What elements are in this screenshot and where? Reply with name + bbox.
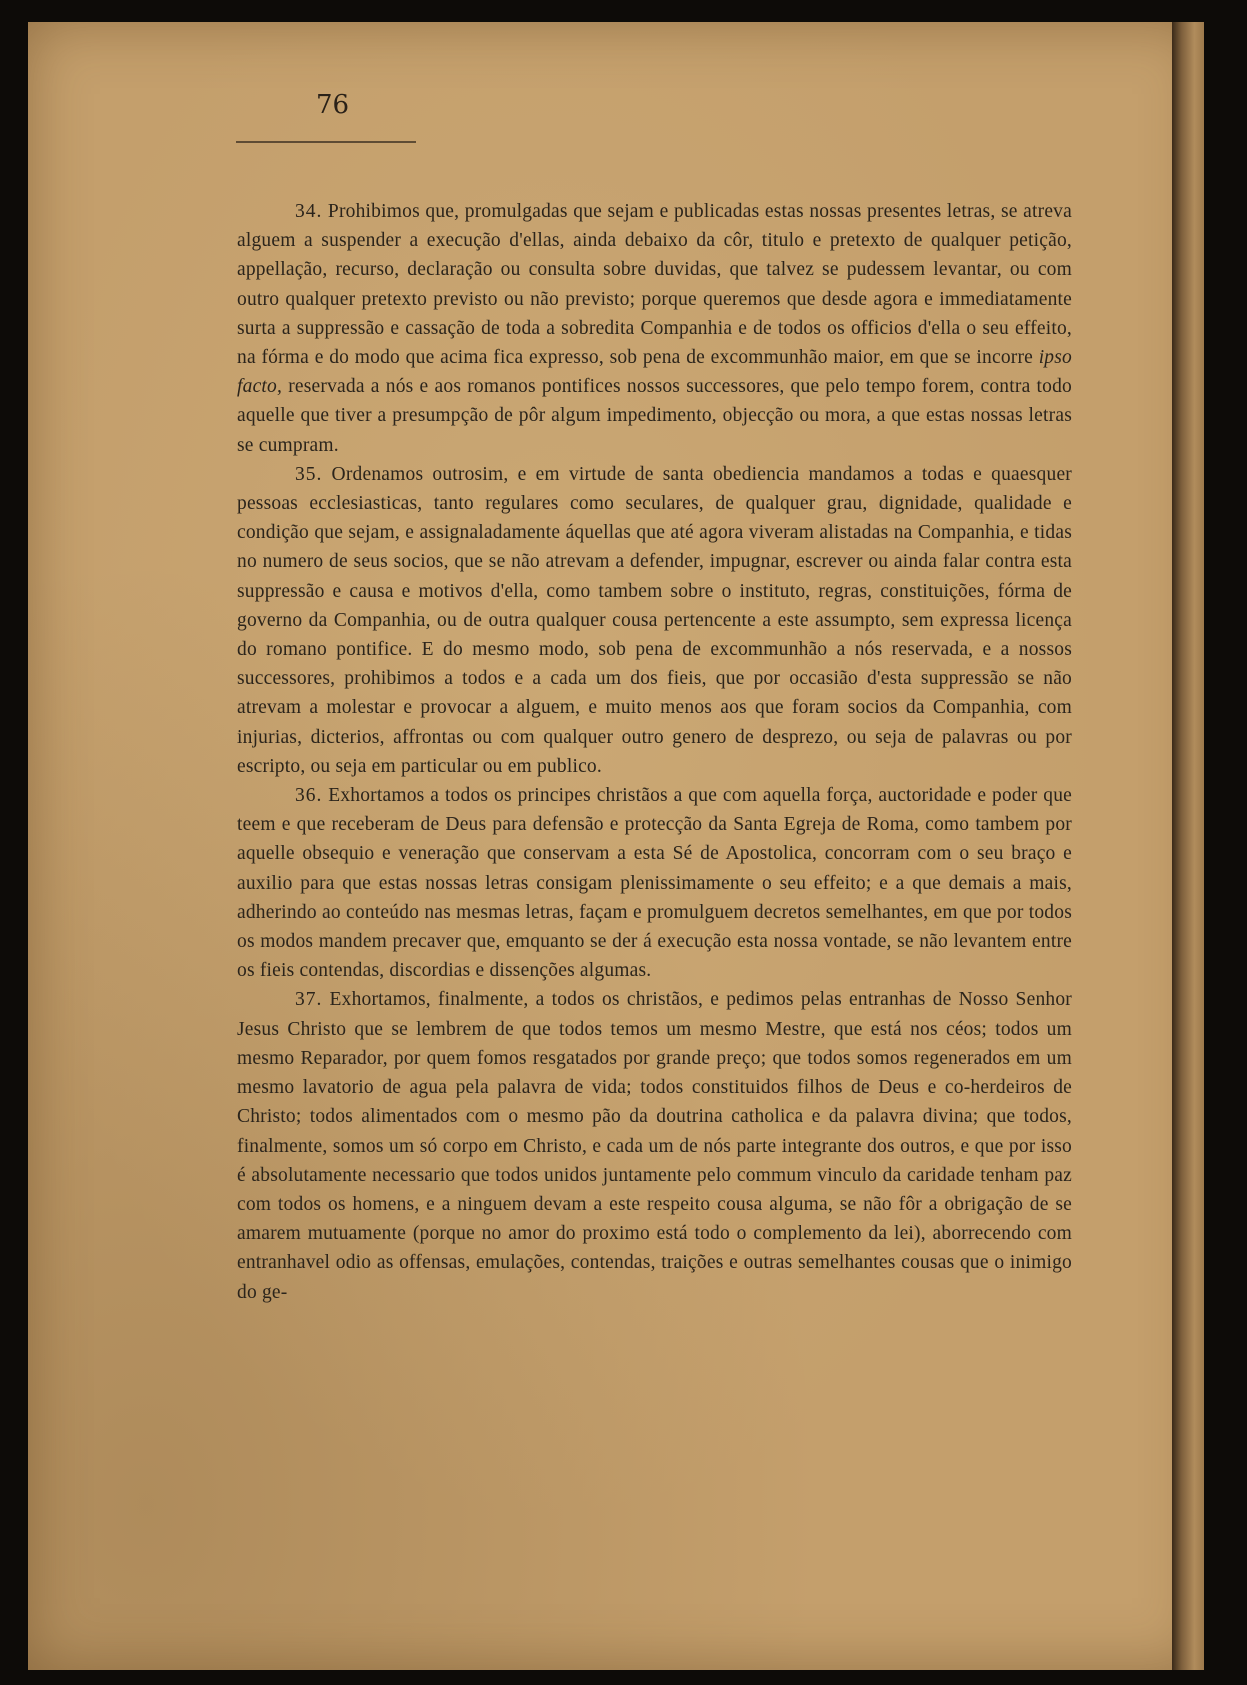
paragraph-text: Exhortamos, finalmente, a todos os christãos, e pedimos pelas entranhas de Nosso Senhor Jesus Christo que se lembrem de que todos temos um mesmo Mestre, que está nos céos; todos um mesmo Reparador, por quem fomos resgatados por grande preço; que todos somos regenerados em um mesmo lavatorio de agua pela palavra de vida; todos constituidos filhos de Deus e co-herdeiros de Christo; todos alimentados com o mesmo pão da doutrina catholica e da palavra divina; que todos, finalmente, somos um só corpo em Christo, e cada um de nós parte integrante dos outros, e que por isso é absolutamente necessario que todos unidos juntamente pelo commum vinculo da caridade tenham paz com todos os homens, e a ninguem devam a este respeito cousa alguma, se não fôr a obrigação de se amarem mutuamente (porque no amor do proximo está todo o complemento da lei), aborrecendo com entranhavel odio as offensas, emulações, contendas, traições e outras semelhantes cousas que o inimigo do ge-	[237, 989, 1072, 1303]
paragraph-text: Ordenamos outrosim, e em virtude de santa obediencia mandamos a todas e quaesquer pessoas ecclesiasticas, tanto regulares como seculares, de qualquer grau, dignidade, qualidade e condição que sejam, e assignaladamente áquellas que até agora viveram alistadas na Companhia, e tidas no numero de seus socios, que se não atrevam a defender, impugnar, escrever ou ainda falar contra esta suppressão e causa e motivos d'ella, como tambem sobre o instituto, regras, constituições, fórma de governo da Companhia, ou de outra qualquer cousa pertencente a este assumpto, sem expressa licença do romano pontifice. E do mesmo modo, sob pena de excommunhão a nós reservada, e a nossos successores, prohibimos a todos e a cada um dos fieis, que por occasião d'esta suppressão se não atrevam a molestar e provocar a alguem, e muito menos aos que foram socios da Companhia, com injurias, dicterios, affrontas ou com qualquer outro genero de desprezo, ou seja de palavras ou por escripto, ou seja em particular ou em publico.	[237, 463, 1073, 777]
body-text	[237, 197, 1072, 1307]
paragraph-number: 37.	[295, 989, 323, 1011]
header-rule	[236, 141, 416, 143]
paragraph-37	[237, 985, 1072, 1306]
paragraph-number: 34.	[295, 201, 323, 222]
paragraph-34	[237, 197, 1072, 460]
page-number: 76	[316, 90, 350, 120]
book-gutter	[1172, 22, 1204, 1670]
paragraph-36	[237, 781, 1072, 985]
paragraph-number: 36.	[295, 785, 323, 807]
italic-phrase: ipso facto,	[237, 347, 1072, 398]
paragraph-text: Prohibimos que, promulgadas que sejam e publicadas estas nossas presentes letras, se atreva alguem a suspender a execução d'ellas, ainda debaixo da côr, titulo e pretexto de qualquer petição, appellação, recurso, declaração ou consulta sobre duvidas, que talvez se pudessem levantar, ou com outro qualquer pretexto previsto ou não previsto; porque queremos que desde agora e immediatamente surta a suppressão e cassação de toda a sobredita Companhia e de todos os officios d'ella o seu effeito, na fórma e do modo que acima fica expresso, sob pena de excommunhão maior, em que se incorre	[237, 201, 1072, 369]
paragraph-35	[237, 460, 1072, 781]
paragraph-text: Exhortamos a todos os principes christãos a que com aquella força, auctoridade e poder que teem e que receberam de Deus para defensão e protecção da Santa Egreja de Roma, como tambem por aquelle obsequio e veneração que conservam a esta Sé de Apostolica, concorram com o seu braço e auxilio para que estas nossas letras consigam plenissimamente o seu effeito; e a que demais a mais, adherindo ao conteúdo nas mesmas letras, façam e promulguem decretos semelhantes, em que por todos os modos mandem precaver que, emquanto se der á execução esta nossa vontade, se não levantem entre os fieis contendas, discordias e dissenções algumas.	[237, 785, 1072, 982]
paragraph-text: reservada a nós e aos romanos pontifices nossos successores, que pelo tempo forem, contra todo aquelle que tiver a presumpção de pôr algum impedimento, objecção ou mora, a que estas nossas letras se cumpram.	[237, 376, 1072, 456]
paragraph-number: 35.	[295, 463, 323, 485]
